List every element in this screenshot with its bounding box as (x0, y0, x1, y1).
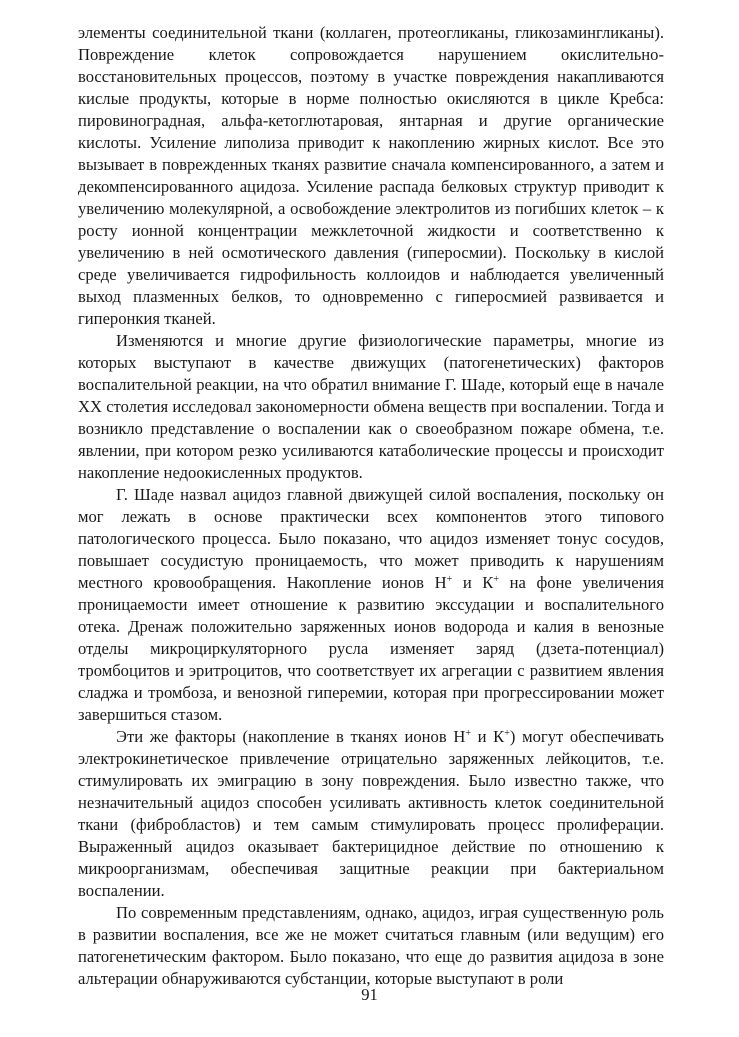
superscript: + (504, 728, 510, 739)
paragraph-5 (78, 902, 664, 990)
text-run: По современным представлениям, однако, ацидоз, играя существенную роль в развитии воспаления, все же не может считаться главным (или ведущим) его патогенетическим фактором. Было показано, что еще до развития ацидоза в зоне альтерации обнаруживаются субстанции, которые выступают в роли (78, 903, 664, 988)
paragraph-1 (78, 22, 664, 330)
superscript: + (493, 574, 500, 585)
superscript: + (465, 728, 471, 739)
text-run: и К (452, 573, 494, 592)
text-run: элементы соединительной ткани (коллаген, протеогликаны, гликозамингликаны). Повреждение клеток сопровождается нарушением окислительно-восстановительных процессов, поэтому в участке повреждения накапливаются кислые продукты, которые в норме полностью окисляются в цикле Кребса: пировиноградная, альфа-кетоглютаровая, янтарная и другие органические кислоты. Усиление липолиза приводит к накоплению жирных кислот. Все это вызывает в поврежденных тканях развитие сначала компенсированного, а затем и декомпенсированного ацидоза. Усиление распада белковых структур приводит к увеличению молекулярной, а освобождение электролитов из погибших клеток – к росту ионной концентрации межклеточной жидкости и соответственно к увеличению в ней осмотического давления (гиперосмии). Поскольку в кислой среде увеличивается гидрофильность коллоидов и наблюдается увеличенный выход плазменных белков, то одновременно с гиперосмией развивается и гиперонкия тканей. (78, 23, 664, 328)
text-run: Эти же факторы (накопление в тканях ионов Н (116, 727, 466, 746)
superscript: + (446, 574, 453, 585)
text-run: на фоне увеличения проницаемости имеет отношение к развитию экссудации и воспалительного отека. Дренаж положительно заряженных ионов водорода и калия в венозные отделы микроциркуляторного русла изменяет заряд (дзета-потенциал) тромбоцитов и эритроцитов, что соответствует их агрегации с развитием явления сладжа и тромбоза, и венозной гиперемии, которая при прогрессировании может завершиться стазом. (78, 573, 664, 724)
paragraph-3 (78, 484, 664, 726)
paragraph-2 (78, 330, 664, 484)
text-run: и К (470, 727, 505, 746)
paragraph-4 (78, 726, 664, 902)
text-run: Г. Шаде назвал ацидоз главной движущей силой воспаления, поскольку он мог лежать в основе практически всех компонентов этого типового патологического процесса. Было показано, что ацидоз изменяет тонус сосудов, повышает сосудистую проницаемость, что может приводить к нарушениям местного кровообращения. Накопление ионов Н (78, 485, 664, 592)
text-run: Изменяются и многие другие физиологические параметры, многие из которых выступают в качестве движущих (патогенетических) факторов воспалительной реакции, на что обратил внимание Г. Шаде, который еще в начале XX столетия исследовал закономерности обмена веществ при воспалении. Тогда и возникло представление о воспалении как о своеобразном пожаре обмена, т.е. явлении, при котором резко усиливаются катаболические процессы и происходит накопление недоокисленных продуктов. (78, 331, 664, 482)
text-run: ) могут обеспечивать электрокинетическое привлечение отрицательно заряженных лейкоцитов, т.е. стимулировать их эмиграцию в зону повреждения. Было известно также, что незначительный ацидоз способен усиливать активность клеток соединительной ткани (фибробластов) и тем самым стимулировать процесс пролиферации. Выраженный ацидоз оказывает бактерицидное действие по отношению к микроорганизмам, обеспечивая защитные реакции при бактериальном воспалении. (78, 727, 665, 900)
page-body (78, 22, 664, 990)
page-number: 91 (361, 985, 378, 1004)
